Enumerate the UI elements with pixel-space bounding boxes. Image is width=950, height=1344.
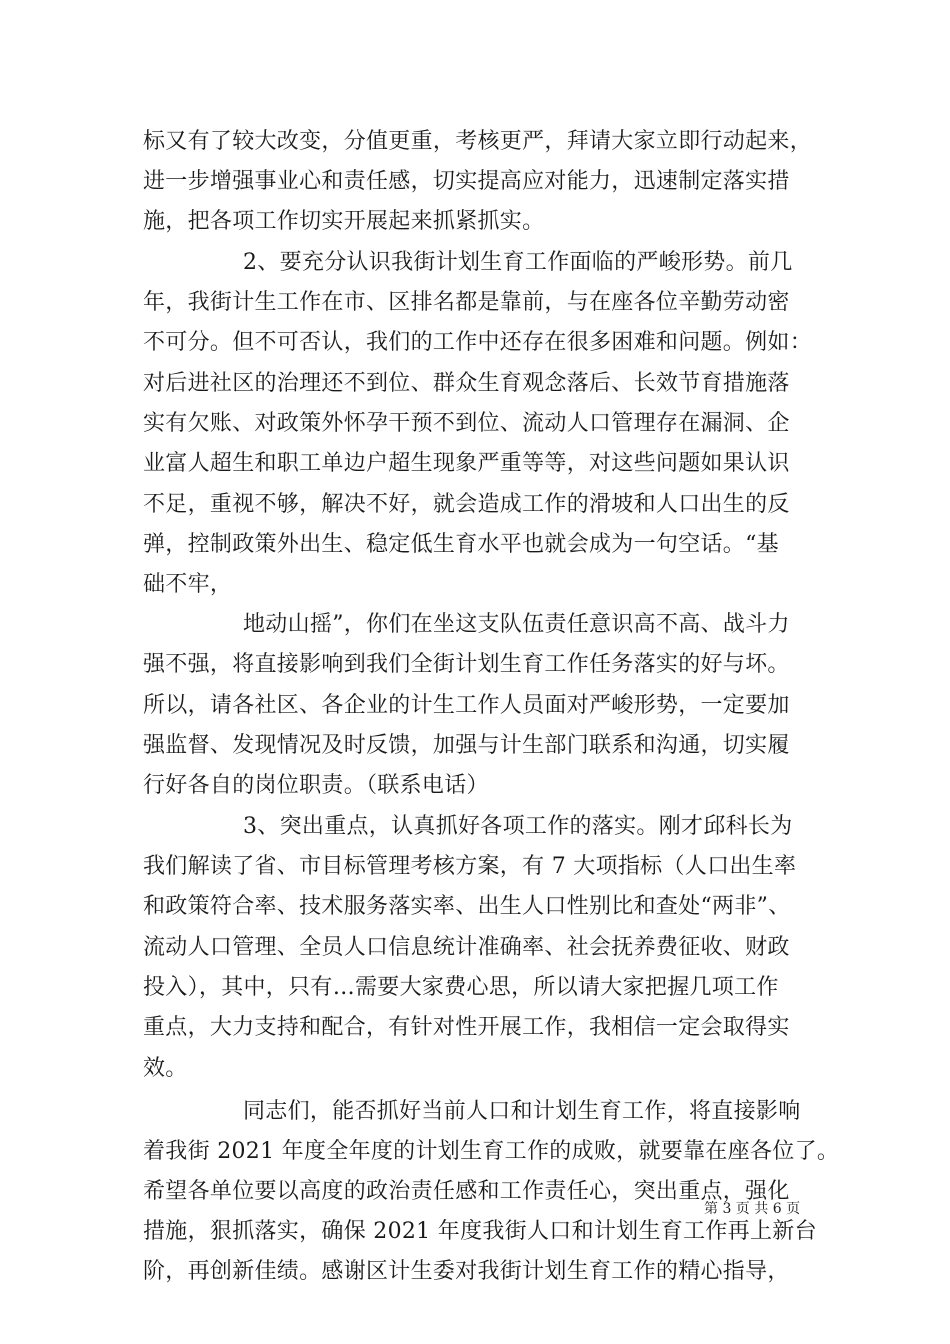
text-line: 弹，控制政策外出生、稳定低生育水平也就会成为一句空话。“基 [143,532,779,557]
text-line: 投入），其中，只有…需要大家费心思，所以请大家把握几项工作 [143,975,779,1000]
text-line: 流动人口管理、全员人口信息统计准确率、社会抚养费征收、财政 [143,935,790,960]
text-line: 措施，狠抓落实，确保 2021 年度我街人口和计划生育工作再上新台 [143,1219,817,1244]
text-line: 3、突出重点，认真抓好各项工作的落实。刚才邱科长为 [243,814,793,839]
text-line: 实有欠账、对政策外怀孕干预不到位、流动人口管理存在漏洞、企 [143,411,790,436]
text-line: 同志们，能否抓好当前人口和计划生育工作，将直接影响 [243,1099,801,1124]
page-number: 第 3 页 共 6 页 [704,1201,801,1217]
text-line: 对后进社区的治理还不到位、群众生育观念落后、长效节育措施落 [143,371,790,396]
text-line: 不足，重视不够，解决不好，就会造成工作的滑坡和人口出生的反 [143,492,790,517]
text-line: 进一步增强事业心和责任感，切实提高应对能力，迅速制定落实措 [143,169,790,194]
text-line: 我们解读了省、市目标管理考核方案，有 7 大项指标（人口出生率 [143,854,797,879]
text-line: 阶，再创新佳绩。感谢区计生委对我街计划生育工作的精心指导， [143,1259,790,1284]
text-line: 年，我街计生工作在市、区排名都是靠前，与在座各位辛勤劳动密 [143,290,790,315]
text-line: 础不牢， [143,572,233,597]
text-line: 地动山摇”，你们在坐这支队伍责任意识高不高、战斗力 [243,612,790,637]
text-line: 重点，大力支持和配合，有针对性开展工作，我相信一定会取得实 [143,1015,790,1040]
text-line: 强不强，将直接影响到我们全街计划生育工作任务落实的好与坏。 [143,652,790,677]
text-line: 强监督、发现情况及时反馈，加强与计生部门联系和沟通，切实履 [143,733,790,758]
text-line: 和政策符合率、技术服务落实率、出生人口性别比和查处“两非”、 [143,894,791,919]
text-line: 所以，请各社区、各企业的计生工作人员面对严峻形势，一定要加 [143,693,790,718]
text-line: 标又有了较大改变，分值更重，考核更严，拜请大家立即行动起来， [143,129,813,154]
text-line: 行好各自的岗位职责。（联系电话） [143,773,489,798]
text-line: 着我街 2021 年度全年度的计划生育工作的成败，就要靠在座各位了。 [143,1139,840,1164]
text-line: 业富人超生和职工单边户超生现象严重等等，对这些问题如果认识 [143,451,790,476]
text-line: 不可分。但不可否认，我们的工作中还存在很多困难和问题。例如： [143,330,813,355]
text-line: 效。 [143,1056,188,1081]
text-line: 2、要充分认识我街计划生育工作面临的严峻形势。前几 [243,250,793,275]
text-line: 施，把各项工作切实开展起来抓紧抓实。 [143,209,545,234]
text-line: 希望各单位要以高度的政治责任感和工作责任心，突出重点，强化 [143,1179,790,1204]
